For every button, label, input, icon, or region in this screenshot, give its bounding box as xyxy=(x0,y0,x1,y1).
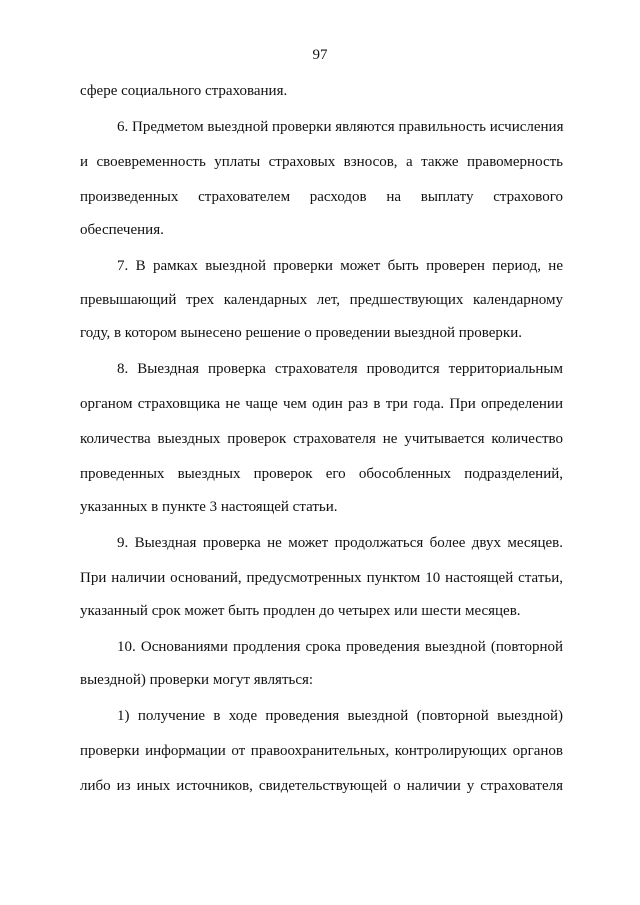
text-line: указанных в пункте 3 настоящей статьи. xyxy=(80,499,338,515)
text-line: 9. Выездная проверка не может продолжаться более двух месяцев. xyxy=(117,535,563,551)
page-number: 97 xyxy=(312,47,328,63)
text-line: 8. Выездная проверка страхователя проводится территориальным xyxy=(117,361,563,377)
text-line: количества выездных проверок страхователя не учитывается количество xyxy=(80,431,563,447)
text-line: превышающий трех календарных лет, предшествующих календарному xyxy=(80,292,563,308)
text-line: и своевременность уплаты страховых взносов, а также правомерность xyxy=(80,154,563,170)
text-line: 10. Основаниями продления срока проведения выездной (повторной xyxy=(117,639,563,655)
text-line: сфере социального страхования. xyxy=(80,83,288,99)
text-line: либо из иных источников, свидетельствующей о наличии у страхователя xyxy=(80,778,563,794)
text-line: 7. В рамках выездной проверки может быть проверен период, не xyxy=(117,258,563,274)
text-line: выездной) проверки могут являться: xyxy=(80,672,314,688)
text-line: указанный срок может быть продлен до четырех или шести месяцев. xyxy=(80,603,521,619)
text-line: органом страховщика не чаще чем один раз в три года. При определении xyxy=(80,396,563,412)
text-line: обеспечения. xyxy=(80,222,164,238)
text-line: проверки информации от правоохранительных, контролирующих органов xyxy=(80,743,563,759)
text-line: году, в котором вынесено решение о проведении выездной проверки. xyxy=(80,325,522,341)
text-line: произведенных страхователем расходов на выплату страхового xyxy=(80,189,563,205)
text-line: проведенных выездных проверок его обособленных подразделений, xyxy=(80,466,563,482)
text-line: 1) получение в ходе проведения выездной (повторной выездной) xyxy=(117,708,563,724)
text-line: 6. Предметом выездной проверки являются правильность исчисления xyxy=(117,119,564,135)
text-line: При наличии оснований, предусмотренных пунктом 10 настоящей статьи, xyxy=(80,570,563,586)
